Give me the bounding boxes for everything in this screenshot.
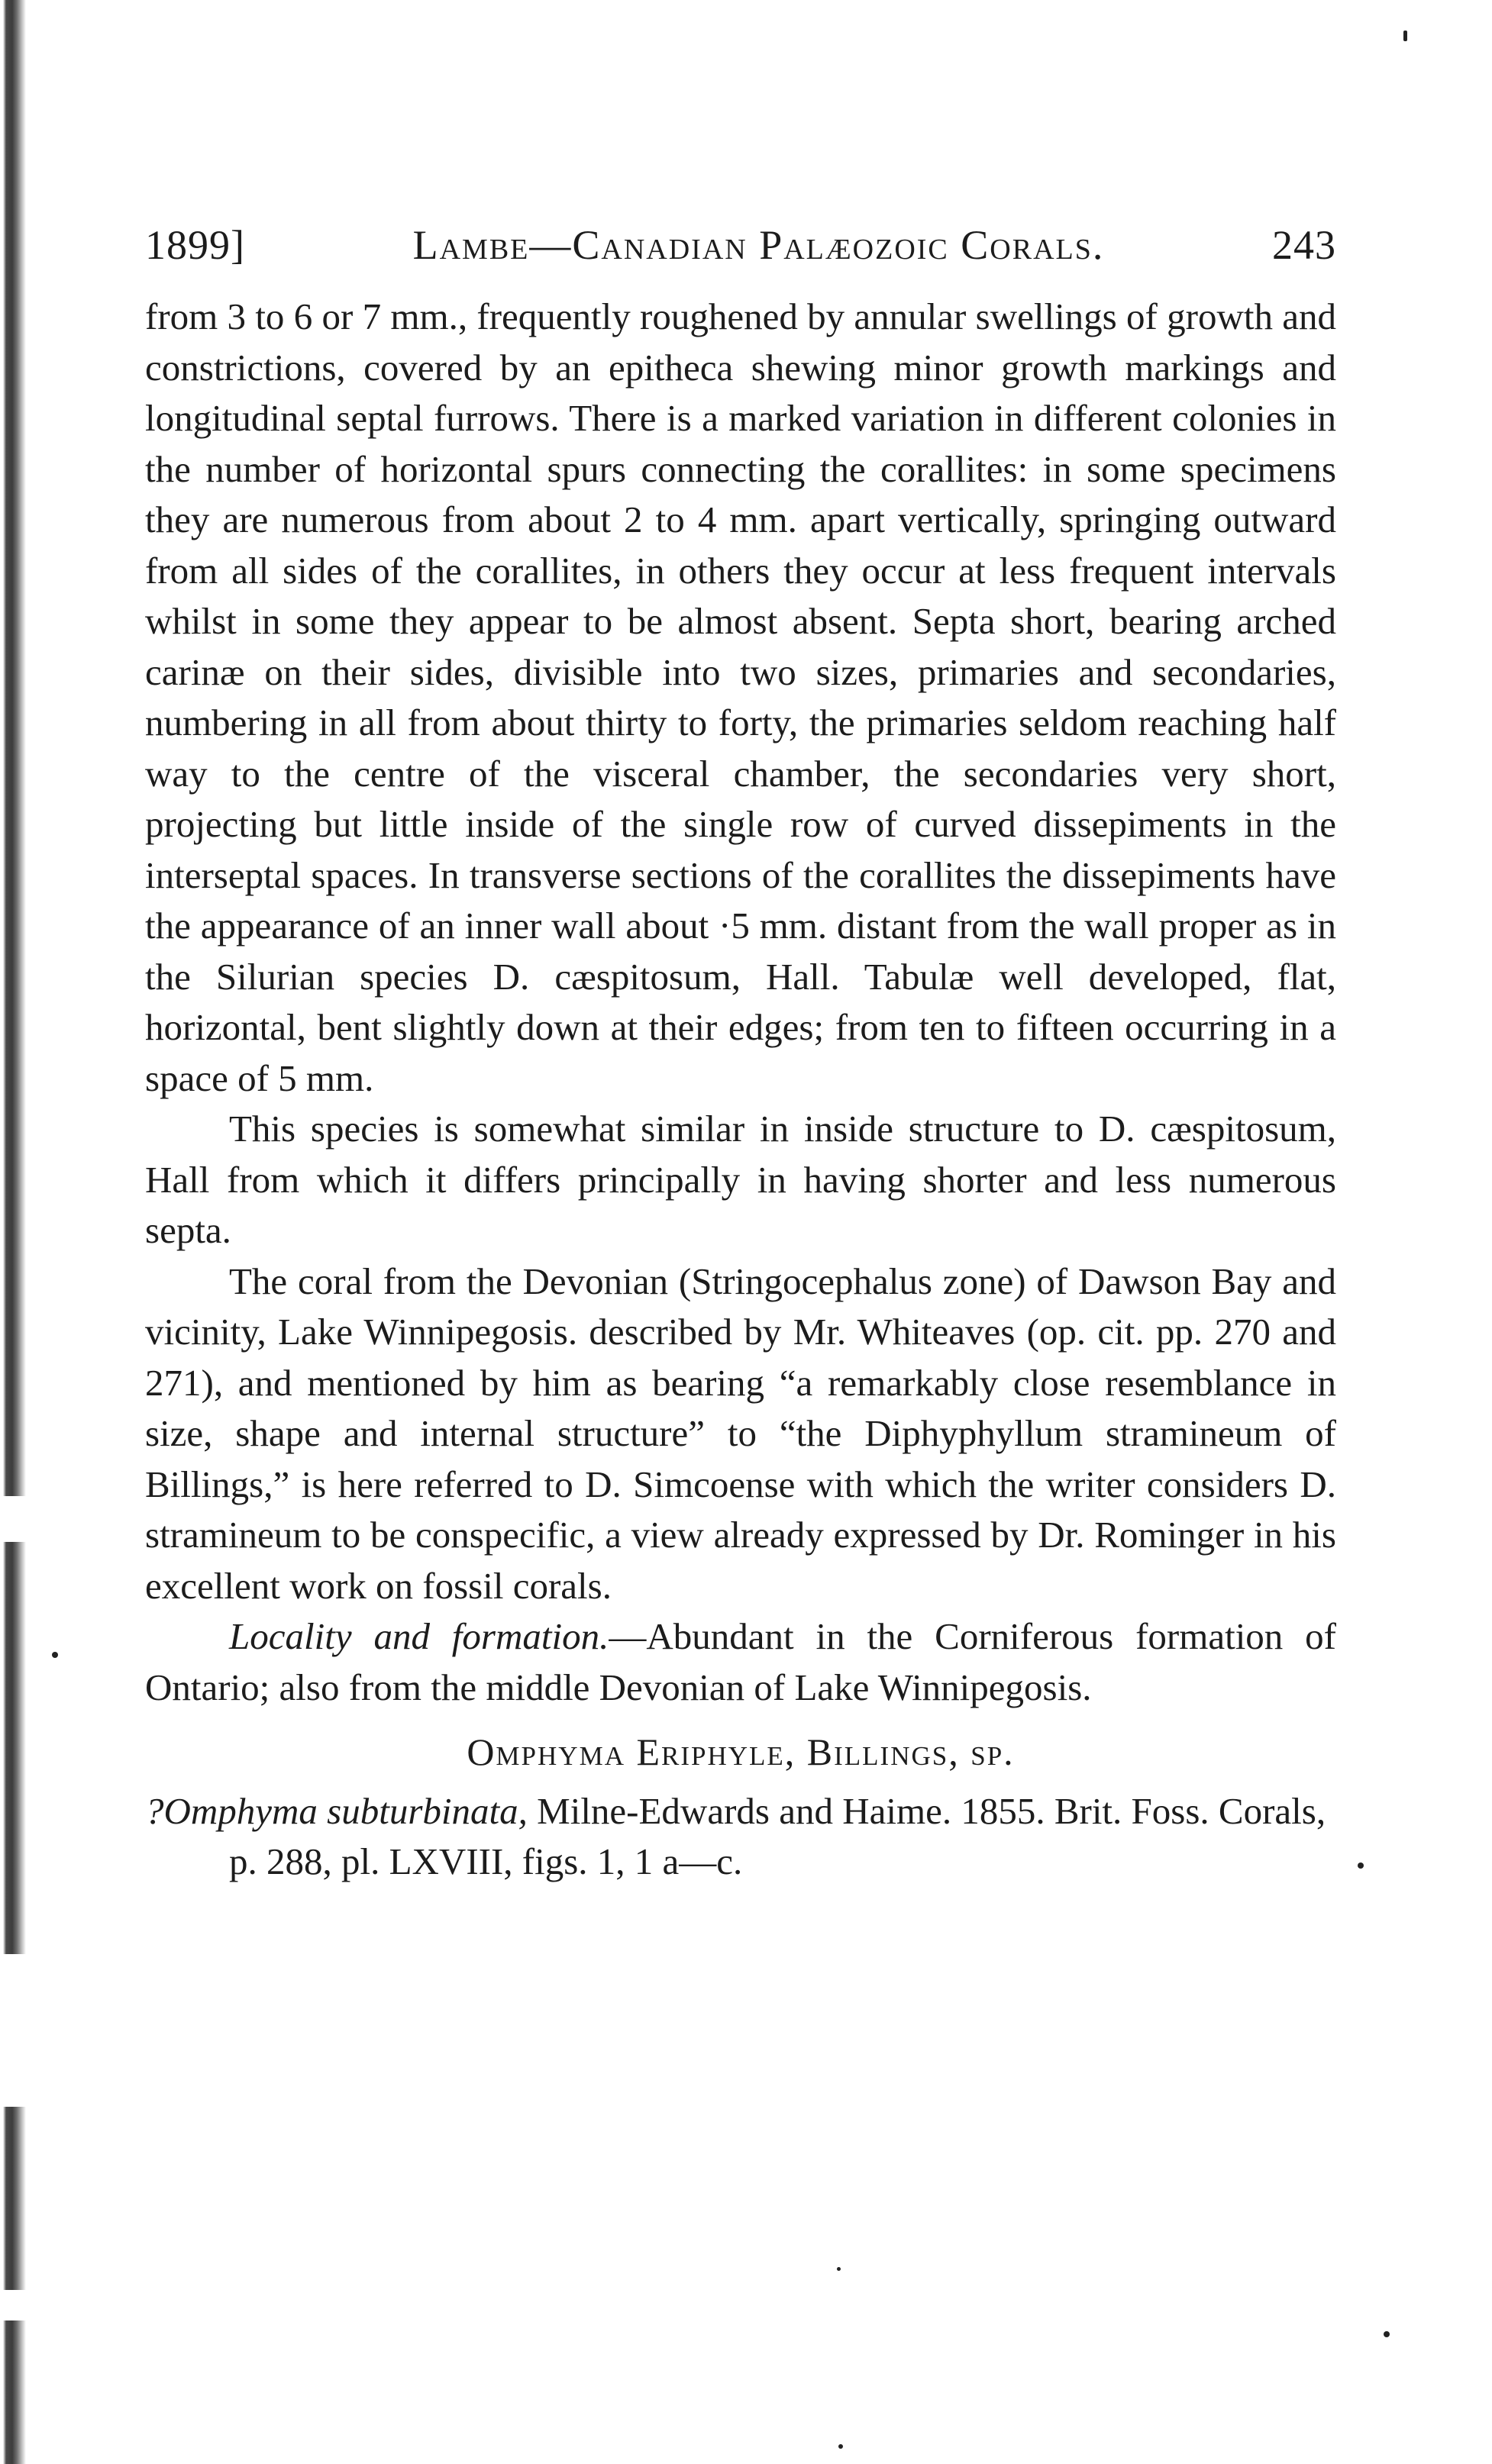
species-heading: Omphyma Eriphyle, Billings, sp. <box>467 1730 1015 1773</box>
locality-text: —Abundant in the Corniferous formation of Ontario; also from the middle Devonian of Lake Winnipegosis. <box>145 1615 1336 1708</box>
body-text <box>145 292 1336 1713</box>
running-head <box>145 221 1336 269</box>
header-title: Lambe—Canadian Palæozoic Corals. <box>412 222 1105 268</box>
synonym-citation: Milne-Edwards and Haime. 1855. Brit. Foss. Corals, p. 288, pl. LXVIII, figs. 1, 1 a—c. <box>229 1790 1326 1882</box>
binding-edge-gap <box>0 1496 26 1542</box>
paragraph-devonian-coral: The coral from the Devonian (Stringocephalus zone) of Dawson Bay and vicinity, Lake Winnipegosis. described by Mr. Whiteaves (op. cit. pp. 270 and 271), and mentioned by him as bearing “a remarkably close resemblance in size, shape and internal structure” to “the Diphyphyllum stramineum of Billings,” is here referred to D. Simcoense with which the writer considers D. stramineum to be conspecific, a view already expressed by Dr. Rominger in his excellent work on fossil corals. <box>145 1259 1336 1607</box>
header-page-number: 243 <box>1272 222 1336 268</box>
header-year: 1899] <box>145 222 245 268</box>
paragraph-comparison: This species is somewhat similar in inside structure to D. cæspitosum, Hall from which it differs principally in having shorter and less numerous septa. <box>145 1108 1336 1251</box>
paragraph-description: from 3 to 6 or 7 mm., frequently roughened by annular swellings of growth and constrictions, covered by an epitheca shewing minor growth markings and longitudinal septal furrows. There is a marked variation in different colonies in the number of horizontal spurs connecting the corallites: in some specimens they are numerous from about 2 to 4 mm. apart vertically, springing outward from all sides of the corallites, in others they occur at less frequent intervals whilst in some they appear to be almost absent. Septa short, bearing arched carinæ on their sides, divisible into two sizes, primaries and secondaries, numbering in all from about thirty to forty, the primaries seldom reaching half way to the centre of the visceral chamber, the secondaries very short, projecting but little inside of the single row of curved dissepiments in the interseptal spaces. In transverse sections of the corallites the dissepiments have the appearance of an inner wall about ·5 mm. distant from the wall proper as in the Silurian species D. cæspitosum, Hall. Tabulæ well developed, flat, horizontal, bent slightly down at their edges; from ten to fifteen occurring in a space of 5 mm. <box>145 295 1336 1099</box>
synonym-entry <box>145 1786 1336 1887</box>
book-page <box>145 221 1336 1887</box>
locality-label: Locality and formation. <box>229 1615 609 1657</box>
scan-speck <box>838 2444 843 2449</box>
binding-edge-gap <box>0 2290 26 2320</box>
scan-speck <box>1403 31 1407 41</box>
binding-edge-gap <box>0 1954 26 2107</box>
scan-speck <box>837 2267 841 2271</box>
paragraph-locality <box>145 1611 1336 1713</box>
scan-speck <box>1358 1863 1364 1869</box>
scan-speck <box>1384 2331 1390 2337</box>
scan-speck <box>52 1652 58 1658</box>
synonym-name: ?Omphyma subturbinata, <box>145 1790 528 1832</box>
